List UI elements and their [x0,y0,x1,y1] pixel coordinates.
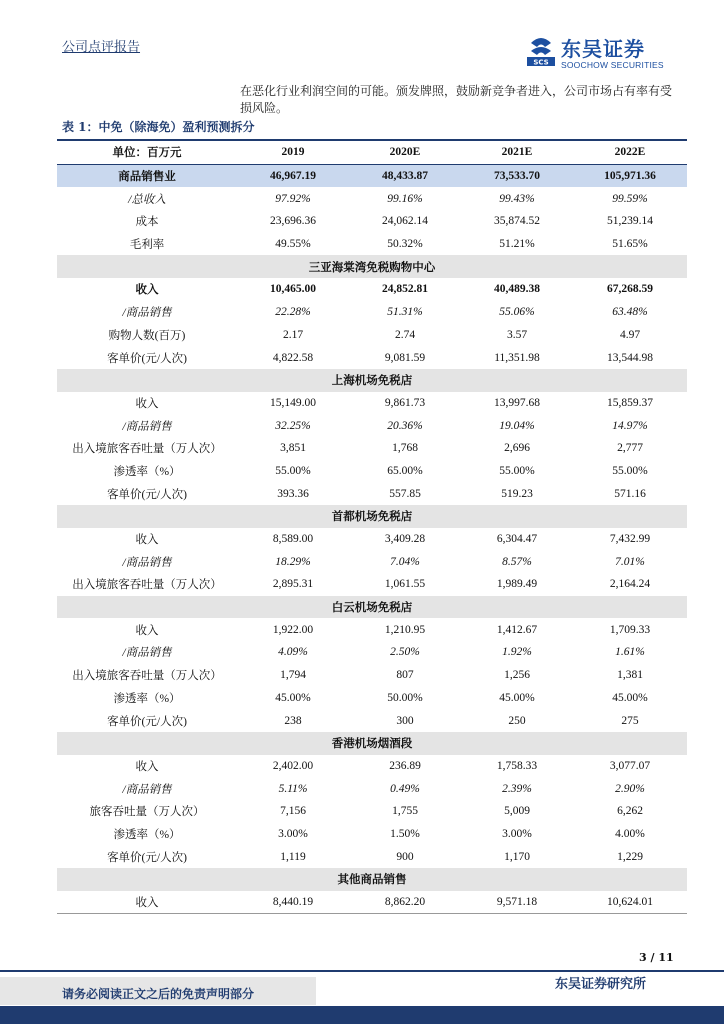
table-body [57,164,687,914]
header-year-2021e: 2021E [461,140,573,164]
table-row [57,891,687,914]
section-header-row [57,369,687,392]
table-row [57,301,687,324]
row-label: 出入境旅客吞吐量（万人次） [72,443,222,456]
cell-value: 6,304.47 [496,533,538,546]
cell-value: 571.16 [614,487,646,500]
section-header-row [57,596,687,619]
row-label: /商品销售 [122,420,172,433]
table-row [57,210,687,233]
row-label: 收入 [135,760,159,773]
cell-value: 99.16% [387,192,423,205]
table-row [57,324,687,347]
logo-name-cn: 东吴证券 [561,37,645,61]
cell-value: 2,696 [504,442,530,455]
cell-value: 2.74 [394,328,416,341]
table-row [57,823,687,846]
cell-value: 3.00% [502,827,532,840]
cell-value: 3,851 [280,442,306,455]
cell-value: 19.04% [499,419,535,432]
cell-value: 50.32% [387,238,423,251]
cell-value: 24,062.14 [382,215,428,228]
cell-value: 18.29% [275,555,311,568]
cell-value: 9,861.73 [384,396,426,409]
cell-value: 48,433.87 [349,164,461,187]
table-title: 表 1：中免（除海免）盈利预测拆分 [62,120,255,134]
table-row [57,414,687,437]
row-label: 出入境旅客吞吐量（万人次） [72,670,222,683]
cell-value: 4,822.58 [272,351,314,364]
table-row [57,278,687,301]
cell-value: 99.43% [499,192,535,205]
cell-value: 2.50% [390,646,420,659]
cell-value: 55.00% [612,464,648,477]
cell-value: 519.23 [501,487,533,500]
cell-value: 8,589.00 [272,533,314,546]
cell-value: 23,696.36 [270,215,316,228]
row-label: 渗透率（%） [113,828,181,841]
cell-value: 51,239.14 [607,215,653,228]
cell-value: 250 [508,714,526,727]
table-row [57,618,687,641]
cell-value: 50.00% [387,691,423,704]
cell-value: 1.61% [615,646,645,659]
cell-value: 105,971.36 [573,164,687,187]
cell-value: 11,351.98 [494,351,540,364]
cell-value: 3.00% [278,827,308,840]
section-title: 上海机场免税店 [57,369,687,392]
table-header-row [57,140,687,164]
cell-value: 5,009 [504,805,530,818]
cell-value: 20.36% [387,419,423,432]
footer-disclaimer: 请务必阅读正文之后的免责声明部分 [62,987,255,1001]
cell-value: 1,119 [280,850,306,863]
report-type-label: 公司点评报告 [62,40,141,55]
cell-value: 1.92% [502,646,532,659]
logo-mark-text: SCS [533,58,549,67]
cell-value: 3,409.28 [384,533,426,546]
cell-value: 97.92% [275,192,311,205]
cell-value: 63.48% [612,306,648,319]
footer-institute: 东吴证券研究所 [555,977,647,992]
cell-value: 1,381 [617,669,643,682]
row-label: /商品销售 [122,783,172,796]
cell-value: 14.97% [612,419,648,432]
cell-value: 7.01% [615,555,645,568]
cell-value: 1,758.33 [496,759,538,772]
cell-value: 900 [396,850,414,863]
row-label: /总收入 [128,193,166,206]
bottom-bar [0,1006,724,1024]
company-logo [527,33,679,73]
table-row [57,845,687,868]
cell-value: 51.31% [387,306,423,319]
cell-value: 10,624.01 [573,891,687,914]
cell-value: 4.09% [278,646,308,659]
table-row [57,346,687,369]
profit-forecast-table [57,139,687,914]
cell-value: 6,262 [617,805,643,818]
cell-value: 238 [284,714,302,727]
row-label: 客单价(元/人次) [107,851,187,864]
cell-value: 1,794 [280,669,306,682]
row-label: 收入 [135,534,159,547]
row-label: 出入境旅客吞吐量（万人次） [72,579,222,592]
section-title: 其他商品销售 [57,868,687,891]
cell-value: 15,859.37 [607,396,653,409]
section-title: 白云机场免税店 [57,596,687,619]
cell-value: 10,465.00 [270,283,316,296]
logo-name-en: SOOCHOW SECURITIES [561,60,664,70]
cell-value: 1,256 [504,669,530,682]
section-title: 三亚海棠湾免税购物中心 [57,255,687,278]
header-year-2019: 2019 [237,140,349,164]
section-title: 首都机场免税店 [57,505,687,528]
cell-value: 2,777 [617,442,643,455]
cell-value: 393.36 [277,487,309,500]
cell-value: 8,440.19 [237,891,349,914]
table-row [57,755,687,778]
row-label: /商品销售 [122,556,172,569]
header-year-2020e: 2020E [349,140,461,164]
cell-value: 7,156 [280,805,306,818]
row-label: 收入 [135,624,159,637]
row-label: 客单价(元/人次) [107,352,187,365]
table-row [57,777,687,800]
cell-value: 55.00% [499,464,535,477]
row-label: 毛利率 [129,239,165,252]
table-row [57,550,687,573]
cell-value: 3.57 [506,328,528,341]
cell-value: 9,081.59 [384,351,426,364]
table-row [57,664,687,687]
row-label: /商品销售 [122,647,172,660]
cell-value: 73,533.70 [461,164,573,187]
table-row [57,573,687,596]
cell-value: 45.00% [612,691,648,704]
cell-value: 1,210.95 [384,623,426,636]
intro-paragraph: 在恶化行业利润空间的可能。颁发牌照，鼓励新竞争者进入，公司市场占有率有受损风险。 [240,84,673,115]
cell-value: 1,989.49 [496,578,538,591]
cell-value: 2.39% [502,782,532,795]
row-label: 旅客吞吐量（万人次） [89,806,205,819]
cell-value: 45.00% [275,691,311,704]
cell-value: 13,544.98 [607,351,653,364]
table-row [57,800,687,823]
row-label: 渗透率（%） [113,465,181,478]
row-label: 收入 [135,397,159,410]
cell-value: 275 [621,714,639,727]
table-row [57,392,687,415]
cell-value: 4.97 [619,328,641,341]
table-row [57,233,687,256]
table-row [57,641,687,664]
cell-value: 7.04% [390,555,420,568]
table-row [57,187,687,210]
table-row [57,437,687,460]
cell-value: 2,402.00 [272,759,314,772]
cell-value: 4.00% [615,827,645,840]
cell-value: 1,061.55 [384,578,426,591]
cell-value: 51.21% [499,238,535,251]
cell-value: 32.25% [275,419,311,432]
cell-value: 46,967.19 [237,164,349,187]
row-label: /商品销售 [122,307,172,320]
table-row [57,709,687,732]
cell-value: 0.49% [390,782,420,795]
section-title: 香港机场烟酒段 [57,732,687,755]
cell-value: 1,922.00 [272,623,314,636]
table-row [57,528,687,551]
header-year-2022e: 2022E [573,140,687,164]
cell-value: 7,432.99 [609,533,651,546]
table-row [57,164,687,187]
section-header-row [57,505,687,528]
row-label: 收入 [57,891,237,914]
cell-value: 2,164.24 [609,578,651,591]
cell-value: 49.55% [275,238,311,251]
row-label: 收入 [135,284,159,297]
cell-value: 3,077.07 [609,759,651,772]
cell-value: 45.00% [499,691,535,704]
cell-value: 8.57% [502,555,532,568]
cell-value: 557.85 [389,487,421,500]
cell-value: 65.00% [387,464,423,477]
cell-value: 99.59% [612,192,648,205]
cell-value: 9,571.18 [461,891,573,914]
header-unit: 单位：百万元 [57,140,237,164]
cell-value: 807 [396,669,414,682]
cell-value: 40,489.38 [494,283,540,296]
cell-value: 236.89 [389,759,421,772]
footer-divider [0,970,724,972]
cell-value: 22.28% [275,306,311,319]
row-label: 客单价(元/人次) [107,715,187,728]
table-row [57,482,687,505]
cell-value: 1,768 [392,442,418,455]
cell-value: 55.06% [499,306,535,319]
row-label: 购物人数(百万) [108,329,186,342]
table-row [57,687,687,710]
row-label: 渗透率（%） [113,692,181,705]
cell-value: 1,709.33 [609,623,651,636]
page-number: 3 / 11 [639,951,674,964]
cell-value: 13,997.68 [494,396,540,409]
cell-value: 1,412.67 [496,623,538,636]
cell-value: 35,874.52 [494,215,540,228]
cell-value: 1,170 [504,850,530,863]
cell-value: 5.11% [278,782,308,795]
cell-value: 67,268.59 [607,283,653,296]
cell-value: 300 [396,714,414,727]
cell-value: 1,755 [392,805,418,818]
cell-value: 8,862.20 [349,891,461,914]
section-header-row [57,868,687,891]
row-label: 客单价(元/人次) [107,488,187,501]
table-row [57,460,687,483]
cell-value: 2,895.31 [272,578,314,591]
row-label: 商品销售业 [57,164,237,187]
section-header-row [57,255,687,278]
row-label: 成本 [135,216,159,229]
soochow-logo-icon [527,35,555,67]
cell-value: 24,852.81 [382,283,428,296]
cell-value: 55.00% [275,464,311,477]
cell-value: 2.90% [615,782,645,795]
cell-value: 2.17 [282,328,304,341]
cell-value: 15,149.00 [270,396,316,409]
cell-value: 51.65% [612,238,648,251]
cell-value: 1.50% [390,827,420,840]
section-header-row [57,732,687,755]
cell-value: 1,229 [617,850,643,863]
